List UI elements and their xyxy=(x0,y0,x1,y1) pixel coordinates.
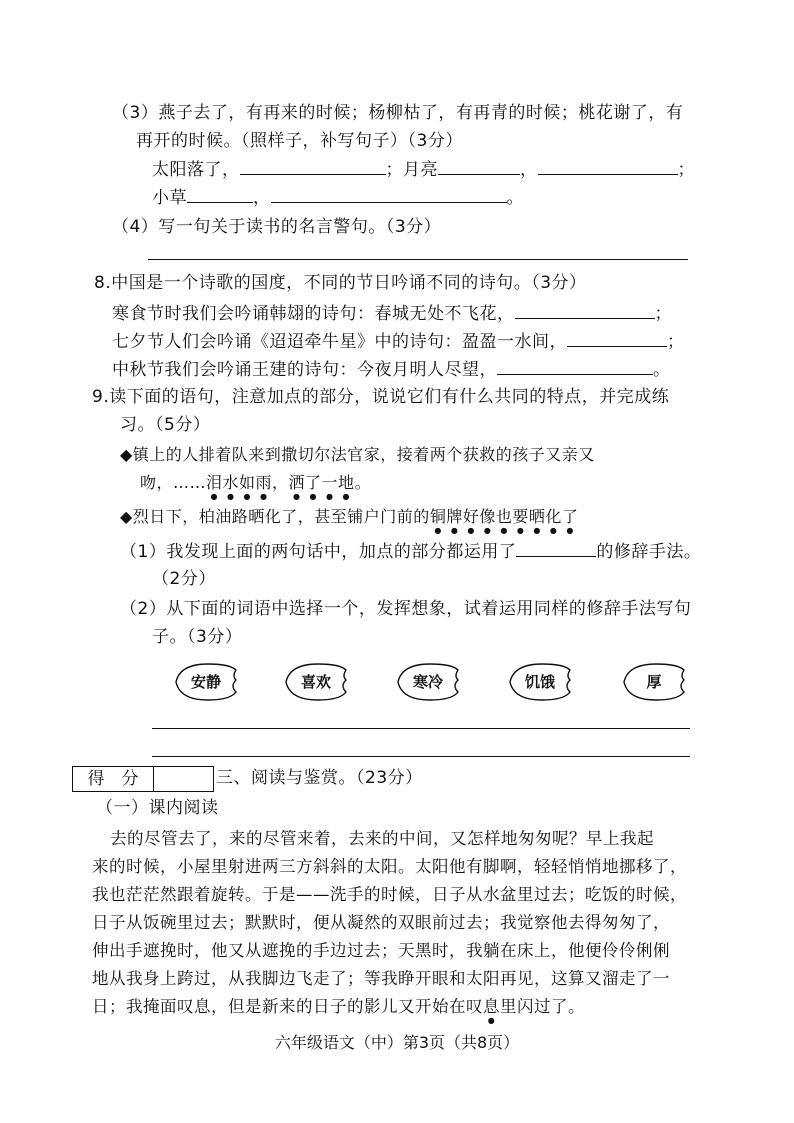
sentence-text: 吻，…… xyxy=(140,473,207,492)
answer-line[interactable] xyxy=(152,728,690,729)
leaf-word-option[interactable] xyxy=(506,660,574,704)
q9-part2-line1: （2）从下面的词语中选择一个，发挥想象，试着运用同样的修辞手法写句 xyxy=(120,599,692,619)
q7-4-prompt: （4）写一句关于读书的名言警句。（3分） xyxy=(112,217,442,237)
passage-line: 来的时候，小屋里射进两三方斜斜的太阳。太阳他有脚啊，轻轻悄悄地挪移了， xyxy=(92,857,687,876)
word-label: 喜欢 xyxy=(300,673,331,691)
passage-line: 我也茫茫然跟着旋转。于是——洗手的时候，日子从水盆里过去；吃饭的时候， xyxy=(92,885,687,904)
fill-text: 。 xyxy=(506,188,524,208)
q9-title-line1: 9.读下面的语句，注意加点的部分，说说它们有什么共同的特点，并完成练 xyxy=(92,387,670,407)
fill-text: ； xyxy=(677,160,695,180)
poem-prompt: 七夕节人们会吟诵《迢迢牵牛星》中的诗句：盈盈一水间， xyxy=(112,332,567,352)
punct: ； xyxy=(654,304,672,324)
sentence-text: 。 xyxy=(354,473,372,492)
word-label: 饥饿 xyxy=(524,673,555,691)
passage-line: 去的尽管去了，来的尽管来着，去来的中间，又怎样地匆匆呢？早上我起 xyxy=(110,829,654,848)
fill-text: ；月亮 xyxy=(385,160,438,180)
q8-title: 8.中国是一个诗歌的国度，不同的节日吟诵不同的诗句。（3分） xyxy=(94,273,587,293)
answer-blank[interactable] xyxy=(497,358,653,375)
answer-blank[interactable] xyxy=(271,186,507,203)
dotted-phrase: 铜牌好像也要晒化了 xyxy=(429,507,579,526)
q9-sentence1-line1: ◆镇上的人排着队来到撒切尔法官家，接着两个获救的孩子又亲又 xyxy=(120,445,595,464)
fill-text: ， xyxy=(253,188,271,208)
poem-prompt: 中秋节我们会吟诵王建的诗句：今夜月明人尽望， xyxy=(112,360,497,380)
fill-text: 小草 xyxy=(152,188,187,208)
passage-line: 地从我身上跨过，从我脚边飞走了；等我睁开眼和太阳再见，这算又溜走了一 xyxy=(92,969,670,988)
dotted-char: 息 xyxy=(483,997,500,1016)
prompt-text: （1）我发现上面的两句话中，加点的部分都运用了 xyxy=(120,542,517,562)
poem-prompt: 寒食节时我们会吟诵韩翃的诗句：春城无处不飞花， xyxy=(112,304,515,324)
answer-blank[interactable] xyxy=(567,330,667,347)
fill-text: ， xyxy=(520,160,538,180)
q8-line1 xyxy=(112,302,672,325)
answer-line[interactable] xyxy=(148,259,688,260)
q8-line3 xyxy=(112,358,671,381)
answer-blank[interactable] xyxy=(538,158,678,175)
q7-3-fill-line2 xyxy=(152,186,524,209)
answer-blank[interactable] xyxy=(516,540,596,557)
q9-part1 xyxy=(120,540,701,563)
q9-title-line2: 习。（5分） xyxy=(120,415,211,435)
leaf-word-option[interactable] xyxy=(172,660,240,704)
word-label: 厚 xyxy=(646,673,662,691)
q7-3-fill-line1 xyxy=(152,158,695,181)
answer-line[interactable] xyxy=(152,756,690,757)
leaf-word-option[interactable] xyxy=(282,660,350,704)
answer-blank[interactable] xyxy=(515,302,655,319)
q9-part2-line2: 子。（3分） xyxy=(152,627,243,647)
punct: 。 xyxy=(653,360,671,380)
score-box xyxy=(72,766,214,792)
answer-blank[interactable] xyxy=(240,158,386,175)
score-label: 得 分 xyxy=(73,767,154,791)
q7-3-line1: （3）燕子去了，有再来的时候；杨柳枯了，有再青的时候；桃花谢了，有 xyxy=(112,103,684,123)
passage-line: 伸出手遮挽时，他又从遮挽的手边过去；天黑时，我躺在床上，他便伶伶俐俐 xyxy=(92,941,670,960)
punct: ； xyxy=(667,332,685,352)
passage-line: 日子从饭碗里过去；默默时，便从凝然的双眼前过去；我觉察他去得匆匆了， xyxy=(92,913,670,932)
word-label: 寒冷 xyxy=(412,673,443,691)
q9-sentence1-line2 xyxy=(140,472,371,501)
section-title: 三、阅读与鉴赏。（23分） xyxy=(216,768,423,788)
sentence-text: ◆烈日下，柏油路晒化了，甚至铺户门前的 xyxy=(120,507,430,526)
answer-blank[interactable] xyxy=(438,158,520,175)
leaf-word-option[interactable] xyxy=(620,660,688,704)
passage-line xyxy=(92,996,585,1025)
dotted-phrase: 洒了一地 xyxy=(288,473,355,492)
q8-line2 xyxy=(112,330,685,353)
prompt-text: 的修辞手法。 xyxy=(596,542,702,562)
q9-sentence2 xyxy=(120,506,578,535)
subsection-title: （一）课内阅读 xyxy=(96,798,219,818)
sentence-text: ， xyxy=(272,473,289,492)
fill-text: 太阳落了， xyxy=(152,160,240,180)
leaf-word-option[interactable] xyxy=(394,660,462,704)
dotted-phrase: 泪水如雨 xyxy=(206,473,273,492)
q7-3-line2: 再开的时候。（照样子，补写句子）（3分） xyxy=(136,131,463,151)
passage-text: 里闪过了。 xyxy=(500,997,585,1016)
word-label: 安静 xyxy=(190,673,221,691)
q9-part1-score: （2分） xyxy=(152,569,216,589)
passage-text: 日；我掩面叹息，但是新来的日子的影儿又开始在叹 xyxy=(92,997,483,1016)
answer-blank[interactable] xyxy=(187,186,253,203)
page-footer: 六年级语文（中）第3页（共8页） xyxy=(274,1033,520,1052)
